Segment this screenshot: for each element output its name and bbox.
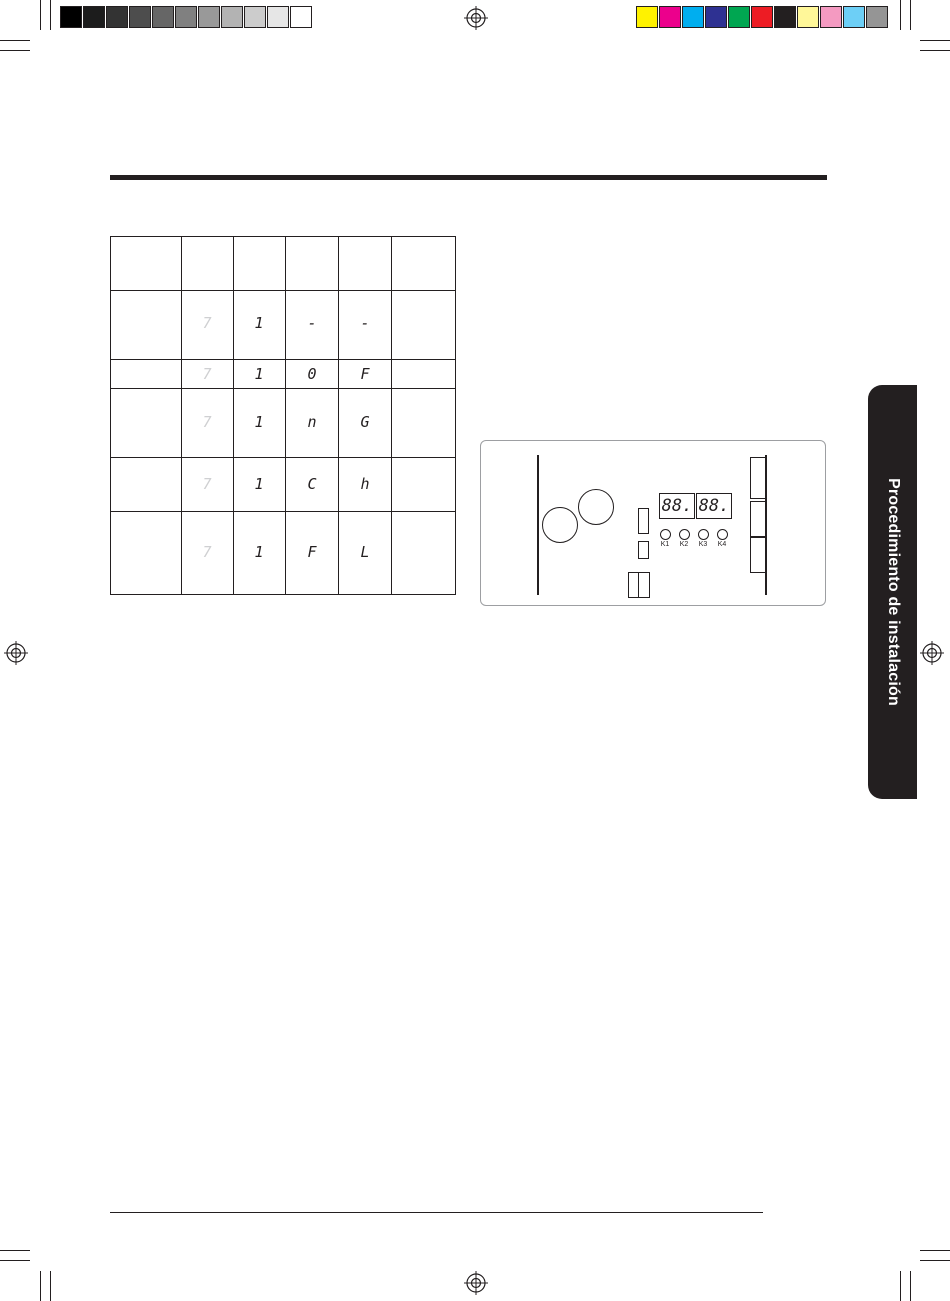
segment-digit: 7 — [202, 475, 212, 493]
crop-mark — [0, 50, 30, 51]
segment-digit: - — [307, 314, 317, 332]
key-label: K1 — [660, 541, 670, 548]
key-k1-button[interactable] — [660, 529, 671, 540]
table-divider — [110, 511, 456, 512]
crop-mark — [920, 50, 950, 51]
terminal-block — [750, 537, 766, 573]
terminal-block — [750, 501, 766, 537]
color-swatch — [659, 6, 681, 28]
connector-icon — [638, 508, 649, 534]
gray-swatch — [83, 6, 105, 28]
connector-divider — [638, 572, 639, 598]
segment-digit: 1 — [254, 413, 264, 431]
gray-swatch — [244, 6, 266, 28]
color-swatch — [797, 6, 819, 28]
crop-mark — [50, 0, 51, 30]
gray-swatch — [175, 6, 197, 28]
color-swatch — [820, 6, 842, 28]
crop-mark — [0, 40, 30, 41]
segment-digit: F — [360, 365, 370, 383]
segment-digit: C — [307, 475, 317, 493]
color-swatch — [728, 6, 750, 28]
crop-mark — [0, 1250, 30, 1251]
header-rule — [110, 175, 827, 180]
registration-mark-icon — [464, 1271, 488, 1295]
registration-mark-icon — [920, 641, 944, 665]
segment-digit: G — [360, 413, 370, 431]
gray-swatch — [129, 6, 151, 28]
gray-swatch — [221, 6, 243, 28]
segment-digit: 1 — [254, 314, 264, 332]
segment-display-left: 88. — [659, 493, 695, 519]
registration-mark-icon — [4, 641, 28, 665]
connector-icon — [628, 572, 650, 598]
color-swatch — [705, 6, 727, 28]
table-divider — [110, 457, 456, 458]
segment-digit: F — [307, 543, 317, 561]
section-side-tab — [868, 385, 917, 799]
color-swatch — [636, 6, 658, 28]
segment-digit: 1 — [254, 365, 264, 383]
table-divider — [110, 290, 456, 291]
key-label: K2 — [679, 541, 689, 548]
crop-mark — [920, 1250, 950, 1251]
key-k4-button[interactable] — [717, 529, 728, 540]
key-label: K4 — [717, 541, 727, 548]
crop-mark — [910, 0, 911, 30]
pcb-diagram — [480, 440, 826, 606]
color-swatch — [843, 6, 865, 28]
gray-swatch — [290, 6, 312, 28]
color-swatch — [682, 6, 704, 28]
segment-digit: h — [360, 475, 370, 493]
key-k2-button[interactable] — [679, 529, 690, 540]
crop-mark — [920, 40, 950, 41]
color-swatch — [751, 6, 773, 28]
segment-display-right: 88. — [696, 493, 732, 519]
code-table — [110, 236, 456, 595]
crop-mark — [920, 1260, 950, 1261]
capacitor-icon — [542, 507, 578, 543]
board-edge-left — [537, 455, 539, 595]
color-swatch — [866, 6, 888, 28]
segment-digit: n — [307, 413, 317, 431]
connector-icon — [638, 541, 649, 559]
segment-digit: - — [360, 314, 370, 332]
segment-digit: 1 — [254, 475, 264, 493]
capacitor-icon — [578, 489, 614, 525]
segment-digit: 7 — [202, 365, 212, 383]
footer-rule — [110, 1212, 763, 1213]
table-divider — [110, 359, 456, 360]
segment-digit: 7 — [202, 543, 212, 561]
segment-digit: L — [360, 543, 370, 561]
color-swatch — [774, 6, 796, 28]
segment-digit: 7 — [202, 413, 212, 431]
gray-swatch — [152, 6, 174, 28]
gray-swatch — [267, 6, 289, 28]
segment-digit: 0 — [307, 365, 317, 383]
crop-mark — [900, 0, 901, 30]
gray-swatch — [198, 6, 220, 28]
gray-swatch — [60, 6, 82, 28]
crop-mark — [900, 1271, 901, 1301]
crop-mark — [0, 1260, 30, 1261]
table-divider — [110, 388, 456, 389]
crop-mark — [40, 1271, 41, 1301]
crop-mark — [40, 0, 41, 30]
segment-digit: 1 — [254, 543, 264, 561]
segment-digit: 7 — [202, 314, 212, 332]
crop-mark — [50, 1271, 51, 1301]
registration-mark-icon — [464, 6, 488, 30]
terminal-block — [750, 457, 766, 499]
gray-swatch — [106, 6, 128, 28]
key-k3-button[interactable] — [698, 529, 709, 540]
key-label: K3 — [698, 541, 708, 548]
crop-mark — [910, 1271, 911, 1301]
side-tab-label: Procedimiento de instalación — [884, 478, 902, 706]
